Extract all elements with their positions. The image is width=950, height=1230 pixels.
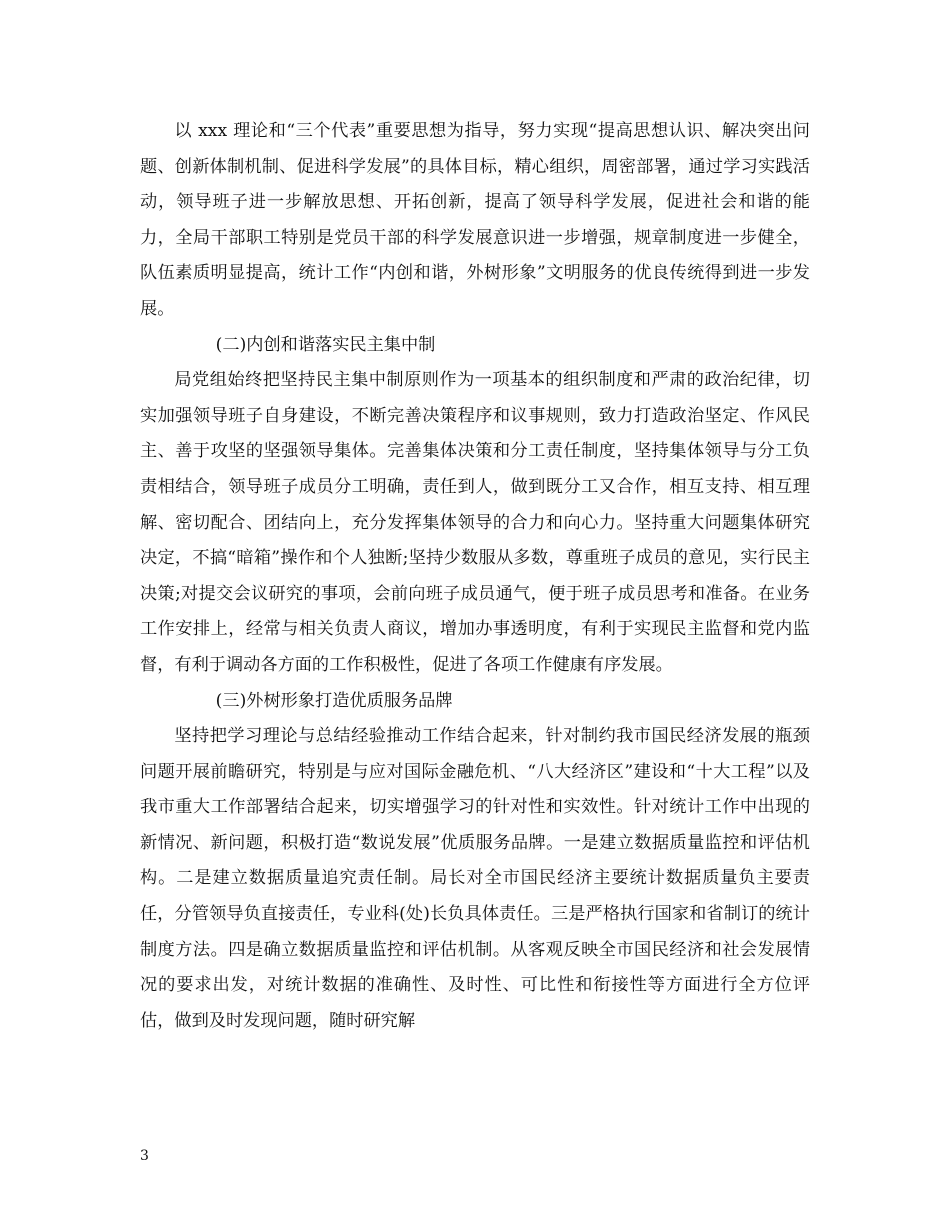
section-heading-2: (二)内创和谐落实民主集中制 (215, 334, 436, 355)
document-body (140, 114, 810, 1039)
paragraph-intro: 以 xxx 理论和“三个代表”重要思想为指导，努力实现“提高思想认识、解决突出问题、创新体制机制、促进科学发展”的具体目标，精心组织，周密部署，通过学习实践活动，领导班子进一步解放思想、开拓创新，提高了领导科学发展，促进社会和谐的能力，全局干部职工特别是党员干部的科学发展意识进一步增强，规章制度进一步健全，队伍素质明显提高，统计工作“内创和谐，外树形象”文明服务的优良传统得到进一步发展。 (140, 121, 810, 319)
section-heading-3: (三)外树形象打造优质服务品牌 (215, 690, 453, 711)
paragraph-democratic-centralism: 局党组始终把坚持民主集中制原则作为一项基本的组织制度和严肃的政治纪律，切实加强领导班子自身建设，不断完善决策程序和议事规则，致力打造政治坚定、作风民主、善于攻坚的坚强领导集体。完善集体决策和分工责任制度，坚持集体领导与分工负责相结合，领导班子成员分工明确，责任到人，做到既分工又合作，相互支持、相互理解、密切配合、团结向上，充分发挥集体领导的合力和向心力。坚持重大问题集体研究决定，不搞“暗箱”操作和个人独断;坚持少数服从多数，尊重班子成员的意见，实行民主决策;对提交会议研究的事项，会前向班子成员通气，便于班子成员思考和准备。在业务工作安排上，经常与相关负责人商议，增加办事透明度，有利于实现民主监督和党内监督，有利于调动各方面的工作积极性，促进了各项工作健康有序发展。 (140, 370, 810, 675)
page-number: 3 (140, 1148, 149, 1164)
paragraph-service-brand: 坚持把学习理论与总结经验推动工作结合起来，针对制约我市国民经济发展的瓶颈问题开展前瞻研究，特别是与应对国际金融危机、“八大经济区”建设和“十大工程”以及我市重大工作部署结合起来，切实增强学习的针对性和实效性。针对统计工作中出现的新情况、新问题，积极打造“数说发展”优质服务品牌。一是建立数据质量监控和评估机构。二是建立数据质量追究责任制。局长对全市国民经济主要统计数据质量负主要责任，分管领导负直接责任，专业科(处)长负具体责任。三是严格执行国家和省制订的统计制度方法。四是确立数据质量监控和评估机制。从客观反映全市国民经济和社会发展情况的要求出发，对统计数据的准确性、及时性、可比性和衔接性等方面进行全方位评估，做到及时发现问题，随时研究解 (140, 726, 810, 1031)
